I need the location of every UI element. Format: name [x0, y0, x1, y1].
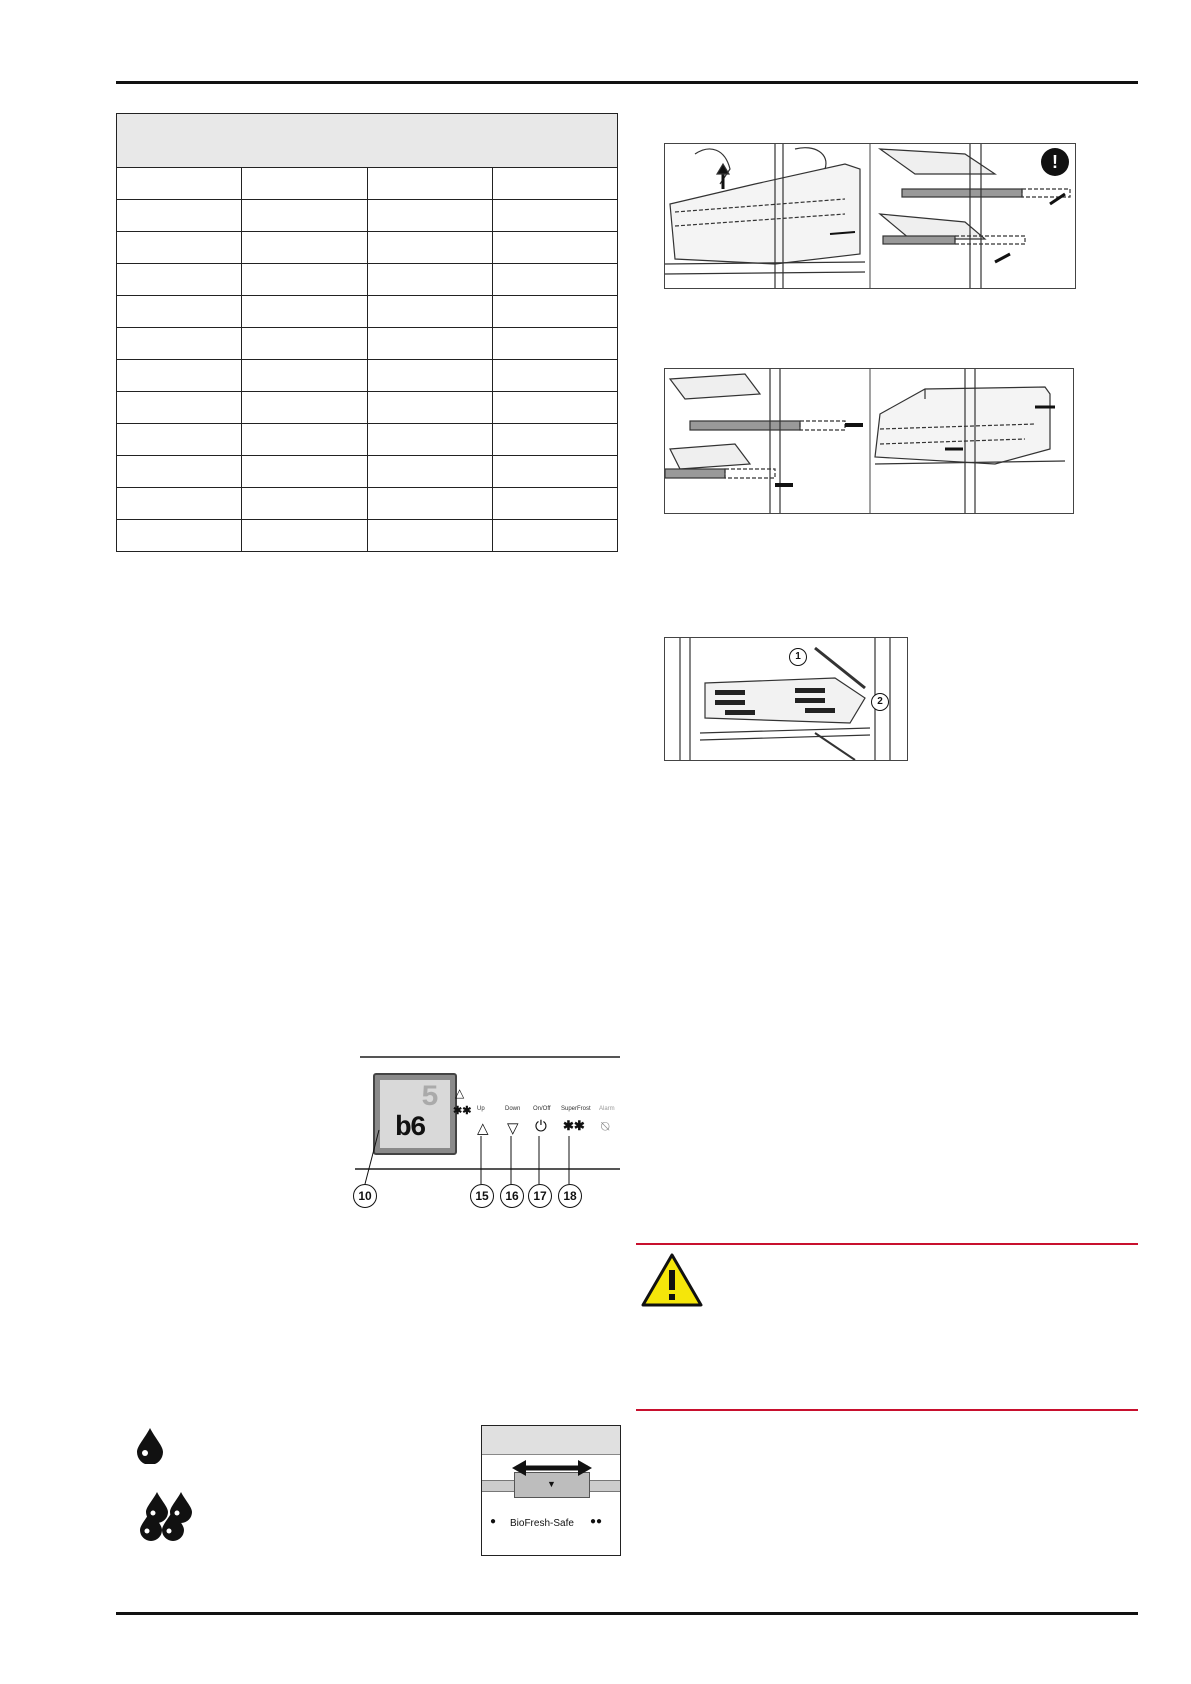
table-cell — [117, 296, 242, 328]
table-cell — [492, 392, 617, 424]
spec-table — [116, 113, 618, 552]
table-cell — [117, 520, 242, 552]
table-cell — [242, 424, 367, 456]
table-cell — [242, 392, 367, 424]
table-cell — [117, 456, 242, 488]
table-cell — [367, 168, 492, 200]
table-cell — [492, 360, 617, 392]
callout-16: 16 — [500, 1184, 524, 1208]
display-top-digit: 5 — [421, 1081, 440, 1115]
down-button-icon[interactable]: ▽ — [507, 1120, 519, 1137]
superfrost-indicator-icon: ✱✱ — [453, 1105, 472, 1117]
button-label-up: Up — [477, 1106, 485, 1112]
table-cell — [367, 296, 492, 328]
table-header-row — [117, 114, 618, 168]
control-panel-figure — [355, 1056, 620, 1203]
table-cell — [367, 392, 492, 424]
table-cell — [367, 200, 492, 232]
table-cell — [242, 456, 367, 488]
warning-top-rule — [636, 1243, 1138, 1245]
warning-bottom-rule — [636, 1409, 1138, 1411]
table-header — [117, 114, 618, 168]
drawer-divider-figure — [664, 637, 908, 761]
display-bottom-value: b6 — [395, 1113, 425, 1144]
drawer-insertion-illustration — [665, 369, 1073, 513]
table-row — [117, 424, 618, 456]
table-row — [117, 168, 618, 200]
table-cell — [117, 168, 242, 200]
table-cell — [492, 456, 617, 488]
table-cell — [492, 424, 617, 456]
drawer-insertion-figure — [664, 368, 1074, 514]
table-cell — [367, 264, 492, 296]
table-cell — [117, 328, 242, 360]
single-drop-icon — [135, 1426, 165, 1464]
table-cell — [242, 232, 367, 264]
slider-marker-icon: ▼ — [547, 1479, 556, 1489]
drawer-removal-illustration — [665, 144, 1075, 288]
slider-low-drop-icon: ● — [490, 1516, 497, 1527]
table-row — [117, 488, 618, 520]
table-cell — [117, 264, 242, 296]
table-cell — [117, 392, 242, 424]
table-cell — [117, 488, 242, 520]
callout-15: 15 — [470, 1184, 494, 1208]
table-cell — [367, 328, 492, 360]
button-label-alarm: Alarm — [599, 1106, 615, 1112]
table-row — [117, 520, 618, 552]
callout-1: 1 — [789, 648, 807, 666]
table-cell — [367, 424, 492, 456]
callout-18: 18 — [558, 1184, 582, 1208]
table-cell — [242, 360, 367, 392]
table-cell — [367, 360, 492, 392]
button-label-onoff: On/Off — [533, 1106, 551, 1112]
table-cell — [117, 200, 242, 232]
triple-drop-icon — [137, 1490, 201, 1544]
biofresh-slider-figure — [481, 1425, 621, 1556]
alarm-mute-icon[interactable]: ⍉ — [601, 1118, 610, 1134]
table-cell — [367, 456, 492, 488]
callout-17: 17 — [528, 1184, 552, 1208]
slider-high-drop-icon: ●● — [590, 1516, 603, 1527]
table-cell — [492, 520, 617, 552]
table-row — [117, 328, 618, 360]
up-button-icon[interactable]: △ — [477, 1120, 489, 1137]
callout-leader-lines — [355, 1056, 620, 1206]
double-arrow-icon — [512, 1458, 592, 1478]
svg-text:!: ! — [1052, 152, 1058, 172]
warning-triangle-icon — [640, 1252, 704, 1308]
table-cell — [492, 264, 617, 296]
callout-2: 2 — [871, 693, 889, 711]
table-cell — [492, 296, 617, 328]
table-cell — [492, 488, 617, 520]
power-button-icon[interactable]: ⏻ — [535, 1118, 547, 1135]
table-row — [117, 296, 618, 328]
table-row — [117, 360, 618, 392]
table-cell — [117, 360, 242, 392]
table-row — [117, 392, 618, 424]
table-cell — [242, 264, 367, 296]
table-cell — [242, 168, 367, 200]
table-cell — [492, 232, 617, 264]
table-cell — [367, 520, 492, 552]
table-cell — [492, 200, 617, 232]
table-row — [117, 232, 618, 264]
slider-scale-label: BioFresh-Safe — [510, 1518, 574, 1529]
callout-10: 10 — [353, 1184, 377, 1208]
table-cell — [492, 328, 617, 360]
table-row — [117, 456, 618, 488]
bell-indicator-icon: △ — [455, 1086, 465, 1100]
table-cell — [492, 168, 617, 200]
header-rule — [116, 81, 1138, 84]
table-row — [117, 264, 618, 296]
button-label-superfrost: SuperFrost — [561, 1106, 591, 1112]
table-cell — [367, 488, 492, 520]
table-cell — [117, 232, 242, 264]
table-cell — [242, 200, 367, 232]
table-cell — [242, 296, 367, 328]
table-cell — [117, 424, 242, 456]
footer-rule — [116, 1612, 1138, 1615]
button-label-down: Down — [505, 1106, 521, 1112]
table-cell — [367, 232, 492, 264]
table-row — [117, 200, 618, 232]
table-cell — [242, 488, 367, 520]
superfrost-button-icon[interactable]: ✱✱ — [563, 1118, 585, 1133]
table-body — [117, 168, 618, 552]
table-cell — [242, 520, 367, 552]
drawer-removal-figure — [664, 143, 1076, 289]
slider-panel-top — [482, 1426, 620, 1455]
table-cell — [242, 328, 367, 360]
